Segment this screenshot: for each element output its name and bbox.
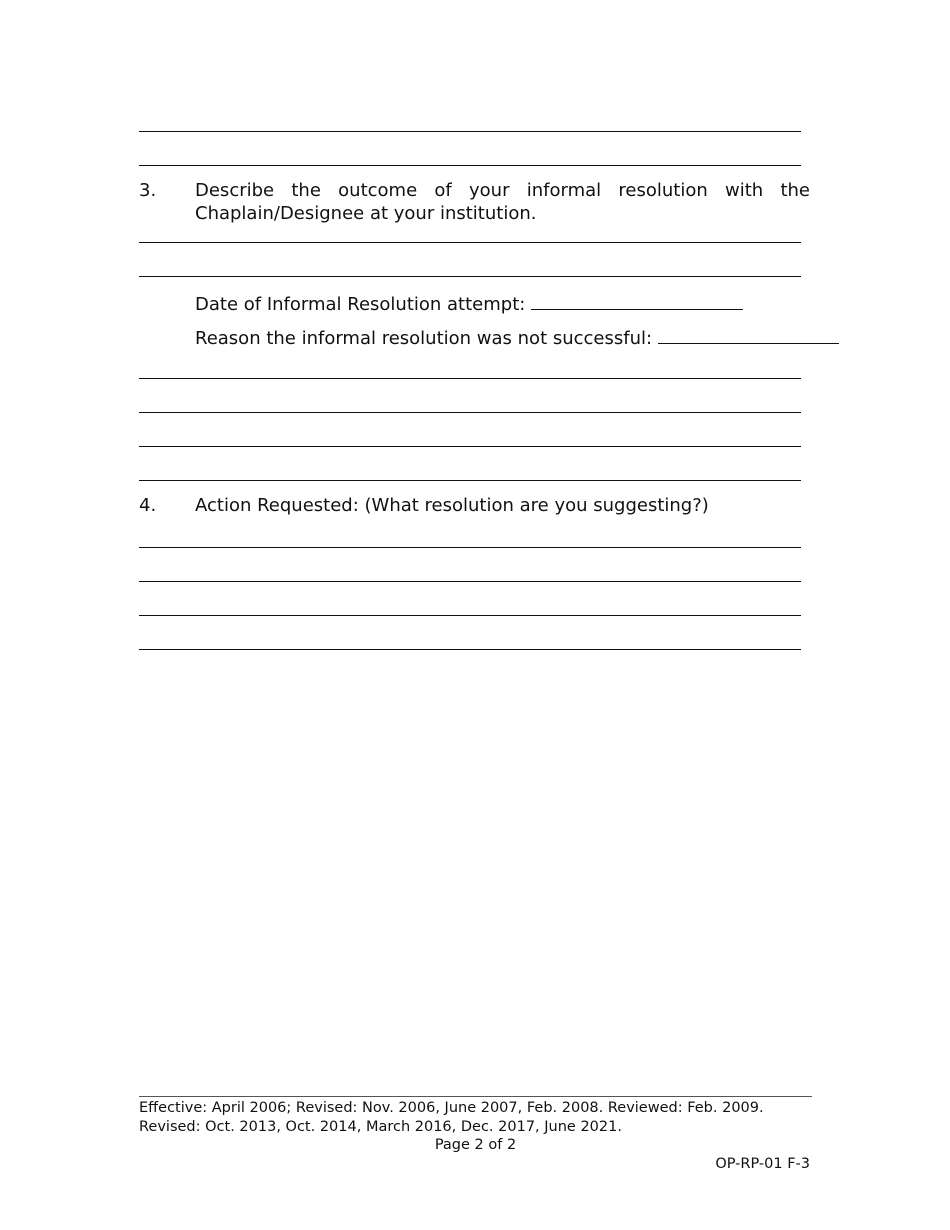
answer-line-s3-reason-4[interactable]: [139, 480, 801, 481]
answer-line-s4-4[interactable]: [139, 649, 801, 650]
answer-line-s3-reason-3[interactable]: [139, 446, 801, 447]
answer-line-prev-2[interactable]: [139, 165, 801, 166]
form-code: OP-RP-01 F-3: [715, 1156, 810, 1172]
date-attempt-row: [195, 291, 743, 316]
page-number: Page 2 of 2: [434, 1137, 517, 1153]
answer-line-prev-1[interactable]: [139, 131, 801, 132]
section-4-prompt: Action Requested: (What resolution are you suggesting?): [195, 495, 709, 516]
answer-line-s3-reason-2[interactable]: [139, 412, 801, 413]
answer-line-s4-1[interactable]: [139, 547, 801, 548]
reason-label: Reason the informal resolution was not successful:: [195, 328, 653, 349]
section-3-number: 3.: [139, 180, 157, 201]
answer-line-s3-2[interactable]: [139, 276, 801, 277]
answer-line-s4-3[interactable]: [139, 615, 801, 616]
date-attempt-label: Date of Informal Resolution attempt:: [195, 294, 526, 315]
answer-line-s3-1[interactable]: [139, 242, 801, 243]
reason-field[interactable]: [658, 325, 839, 344]
section-4-number: 4.: [139, 495, 157, 516]
footer-divider: [139, 1096, 812, 1097]
answer-line-s4-2[interactable]: [139, 581, 801, 582]
reason-row: [195, 325, 839, 350]
date-attempt-field[interactable]: [531, 291, 743, 310]
section-3-prompt: Describe the outcome of your informal resolution with the Chaplain/Designee at your institution.: [195, 180, 810, 224]
revision-history: Effective: April 2006; Revised: Nov. 2006, June 2007, Feb. 2008. Reviewed: Feb. 2009. Revised: Oct. 2013, Oct. 2014, March 2016, Dec. 2017, June 2021.: [139, 1100, 764, 1135]
answer-line-s3-reason-1[interactable]: [139, 378, 801, 379]
